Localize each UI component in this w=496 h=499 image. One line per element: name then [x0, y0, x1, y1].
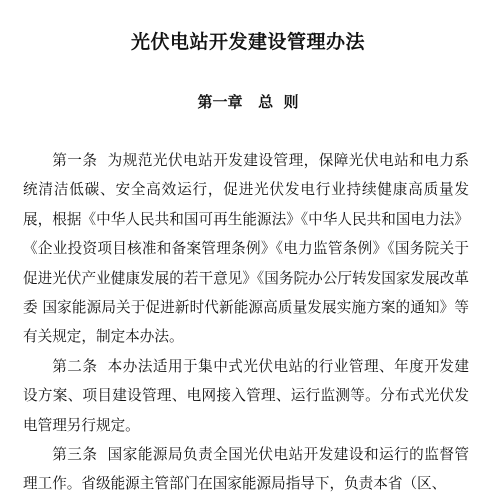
chapter-heading: 第一章 总 则 — [197, 93, 299, 111]
article-number: 第一条 — [52, 152, 98, 169]
article-paragraph — [23, 352, 469, 440]
article-text: 本办法适用于集中式光伏电站的行业管理、年度开发建设方案、项目建设管理、电网接入管理、运行监测等。分布式光伏发电管理另行规定。 — [23, 357, 469, 434]
article-text: 国家能源局负责全国光伏电站开发建设和运行的监督管理工作。省级能源主管部门在国家能源局指导下，负责本省（区、 — [23, 446, 469, 493]
article-number: 第二条 — [52, 357, 98, 375]
article-paragraph — [23, 440, 469, 499]
document-title: 光伏电站开发建设管理办法 — [130, 31, 365, 53]
article-number: 第三条 — [52, 446, 98, 464]
article-paragraph — [23, 146, 469, 352]
article-text: 为规范光伏电站开发建设管理，保障光伏电站和电力系统清洁低碳、安全高效运行，促进光伏发电行业持续健康高质量发展，根据《中华人民共和国可再生能源法》《中华人民共和国电力法》《企业投资项目核准和备案管理条例》《电力监管条例》《国务院关于促进光伏产业健康发展的若干意见》《国务院办公厅转发国家发展改革委 国家能源局关于促进新时代新能源高质量发展实施方案的通知》等有关规定，制定本办法。 — [23, 152, 469, 346]
document-body — [23, 146, 469, 499]
